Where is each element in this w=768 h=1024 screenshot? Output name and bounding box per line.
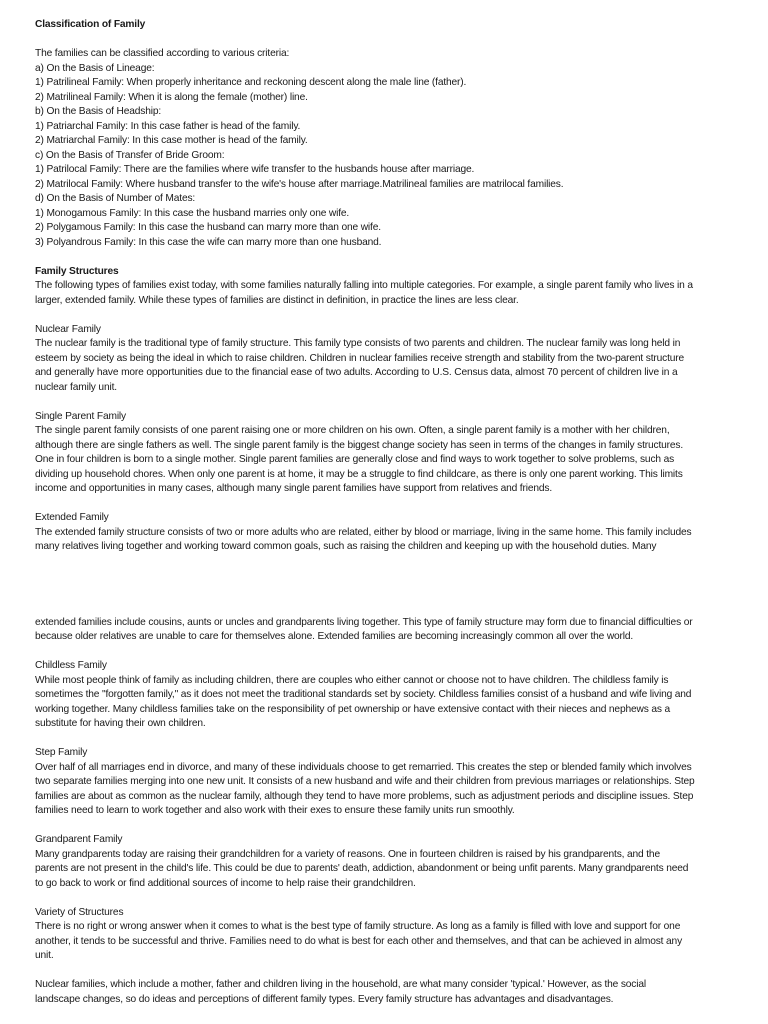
paragraph-line: esteem by society as being the ideal in which to raise children. Children in nuclear families receive strength and stability from the two-parent structure	[35, 352, 685, 364]
paragraph-line: sometimes the "forgotten family," as it does not meet the traditional standards set by society. Childless families consist of a husband and wife living and	[35, 689, 692, 700]
subheading-nuclear-family: Nuclear Family	[35, 323, 101, 335]
paragraph-line: substitute for having their own children.	[35, 718, 206, 729]
classification-line: b) On the Basis of Headship:	[35, 106, 162, 117]
classification-line: d) On the Basis of Number of Mates:	[35, 193, 196, 204]
variety-paragraph	[35, 920, 735, 964]
subheading-single-parent-family: Single Parent Family	[35, 410, 126, 422]
paragraph-line: landscape changes, so do ideas and perceptions of different family types. Every family structure has advantages and disadvantages.	[35, 993, 614, 1005]
classification-line: 2) Matriarchal Family: In this case mother is head of the family.	[35, 135, 308, 146]
paragraph-line: Over half of all marriages end in divorce, and many of these individuals choose to get remarried. This creates the step or blended family which involves	[35, 761, 692, 773]
paragraph-line: extended families include cousins, aunts or uncles and grandparents living together. This type of family structure may form due to financial difficulties or	[35, 616, 693, 628]
classification-list	[35, 47, 735, 250]
paragraph-line: The single parent family consists of one parent raising one or more children on his own. Often, a single parent family is a mother with her children,	[35, 425, 670, 436]
paragraph-line: two separate families merging into one new unit. It consists of a new husband and wife and their children from previous marriages or relationships. Step	[35, 776, 695, 787]
paragraph-line: The extended family structure consists of two or more adults who are related, either by blood or marriage, living in the same home. This family includes	[35, 526, 692, 538]
classification-line: c) On the Basis of Transfer of Bride Groom:	[35, 149, 225, 161]
classification-line: 2) Polygamous Family: In this case the husband can marry more than one wife.	[35, 222, 381, 233]
classification-line: 3) Polyandrous Family: In this case the wife can marry more than one husband.	[35, 236, 382, 248]
paragraph-line: families need to learn to work together and also work with their exes to ensure these family units run smoothly.	[35, 805, 515, 816]
paragraph-line: although there are single fathers as well. The single parent family is the biggest change society has seen in terms of the changes in family structures.	[35, 439, 684, 451]
paragraph-line: One in four children is born to a single mother. Single parent families are generally close and find ways to work together to solve problems, such as	[35, 454, 675, 465]
classification-line: 2) Matrilocal Family: Where husband transfer to the wife's house after marriage.Matrilineal families are matrilocal families.	[35, 178, 564, 190]
grandparent-paragraph	[35, 848, 735, 892]
subheading-variety-of-structures: Variety of Structures	[35, 906, 124, 918]
paragraph-line: Nuclear families, which include a mother, father and children living in the household, are what many consider 'typical.' However, as the social	[35, 979, 646, 990]
paragraph-line: nuclear family unit.	[35, 381, 117, 393]
paragraph-line: While most people think of family as including children, there are couples who either cannot or choose not to have children. The childless family is	[35, 674, 669, 686]
document-page	[35, 18, 735, 1007]
step-paragraph	[35, 761, 735, 819]
subheading-childless-family: Childless Family	[35, 660, 107, 671]
classification-line: 2) Matrilineal Family: When it is along the female (mother) line.	[35, 91, 308, 103]
paragraph-line: larger, extended family. While these types of families are distinct in definition, in practice the lines are less clear.	[35, 294, 519, 306]
paragraph-line: and generally have more opportunities due to the financial ease of two adults. According to U.S. Census data, almost 70 percent of children live in a	[35, 367, 678, 378]
paragraph-line: working together. Many childless families take on the responsibility of pet ownership or have extensive contact with their nieces and nephews as a	[35, 703, 670, 715]
subheading-extended-family: Extended Family	[35, 512, 109, 523]
classification-line: The families can be classified according to various criteria:	[35, 48, 290, 59]
extended-paragraph	[35, 526, 735, 555]
extended-paragraph-continued	[35, 616, 735, 645]
nuclear-paragraph	[35, 337, 735, 395]
subheading-grandparent-family: Grandparent Family	[35, 834, 123, 845]
paragraph-line: to go back to work or find additional sources of income to help raise their grandchildren.	[35, 877, 416, 889]
paragraph-line: Many grandparents today are raising their grandchildren for a variety of reasons. One in fourteen children is raised by his grandparents, and the	[35, 848, 660, 860]
paragraph-line: The following types of families exist today, with some families naturally falling into multiple categories. For example, a single parent family who lives in a	[35, 280, 693, 291]
paragraph-line: families are about as common as the nuclear family, although they tend to have more problems, such as adjustment periods and discipline issues. Step	[35, 790, 694, 802]
page-break-gap	[35, 555, 735, 616]
paragraph-line: many relatives living together and working toward common goals, such as raising the children and keeping up with the household duties. Many	[35, 541, 657, 552]
paragraph-line: The nuclear family is the traditional type of family structure. This family type consists of two parents and children. The nuclear family was long held in	[35, 338, 681, 349]
paragraph-line: parents are not present in the child's life. This could be due to parents' death, addiction, abandonment or being unfit parents. Many grandparents need	[35, 863, 689, 874]
single-parent-paragraph	[35, 424, 735, 497]
subheading-step-family: Step Family	[35, 747, 88, 758]
structures-intro	[35, 279, 735, 308]
paragraph-line: another, it tends to be successful and thrive. Families need to do what is best for each other and themselves, and that can be achieved in almost any	[35, 935, 683, 947]
paragraph-line: unit.	[35, 950, 54, 961]
classification-line: 1) Patrilocal Family: There are the families where wife transfer to the husbands house after marriage.	[35, 164, 475, 175]
classification-line: 1) Patrilineal Family: When properly inheritance and reckoning descent along the male line (father).	[35, 77, 467, 88]
childless-paragraph	[35, 674, 735, 732]
paragraph-line: because older relatives are unable to care for themselves alone. Extended families are becoming increasingly common all over the world.	[35, 631, 634, 642]
paragraph-line: dividing up household chores. When only one parent is at home, it may be a struggle to find childcare, as there is only one parent working. This limits	[35, 468, 683, 480]
paragraph-line: There is no right or wrong answer when it comes to what is the best type of family structure. As long as a family is filled with love and support for one	[35, 921, 681, 932]
classification-line: 1) Patriarchal Family: In this case father is head of the family.	[35, 120, 301, 132]
closing-paragraph	[35, 978, 735, 1007]
classification-line: 1) Monogamous Family: In this case the husband marries only one wife.	[35, 207, 350, 219]
classification-line: a) On the Basis of Lineage:	[35, 62, 155, 74]
paragraph-line: income and opportunities in many cases, although many single parent families have support from relatives and friends.	[35, 483, 553, 494]
page-title: Classification of Family	[35, 19, 146, 30]
section-heading-family-structures: Family Structures	[35, 265, 119, 277]
